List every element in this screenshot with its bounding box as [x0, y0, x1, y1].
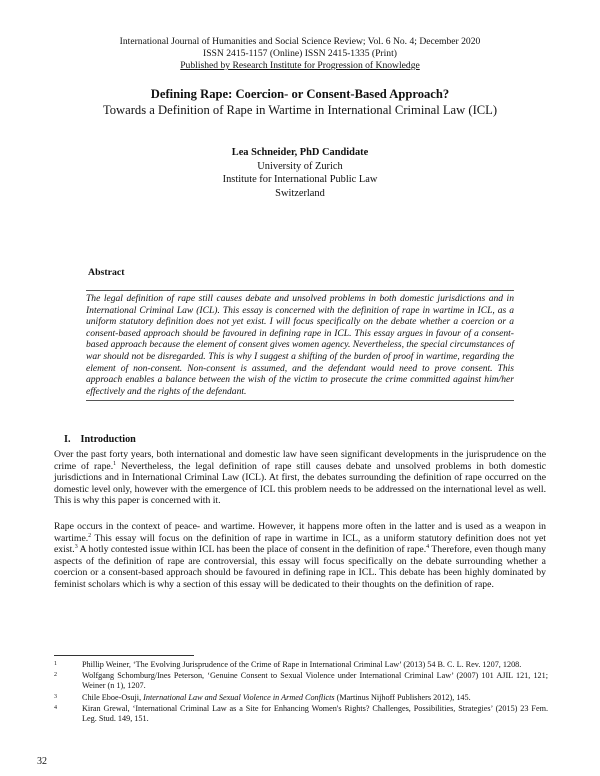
author-block — [0, 146, 600, 200]
section-title: Introduction — [80, 434, 136, 445]
footnote-text: Phillip Weiner, ‘The Evolving Jurisprudence of the Crime of Rape in International Criminal Law’ (2013) 54 B. C. L. Rev. 1207, 1208. — [82, 660, 522, 669]
journal-info: International Journal of Humanities and Social Science Review; Vol. 6 No. 4; December 2020 — [119, 36, 481, 47]
footnote-ref[interactable]: 3 — [74, 544, 78, 550]
publisher-link[interactable]: Published by Research Institute for Progression of Knowledge — [180, 60, 420, 71]
footnote-text: Chile Eboe-Osuji, International Law and Sexual Violence in Armed Conflicts (Martinus Nijhoff Publishers 2012), 145. — [82, 692, 471, 702]
section-heading — [54, 434, 136, 445]
footnote-mark: 2 — [54, 672, 57, 679]
footnote-text: Kiran Grewal, ‘International Criminal Law as a Site for Enhancing Women's Rights? Challenges, Possibilities, Strategies’ (2015) 23 Fem. Leg. Stud. 149, 151. — [82, 703, 548, 724]
author-country: Switzerland — [275, 187, 325, 199]
body-paragraph: Over the past forty years, both international and domestic law have seen significant developments in the jurisprudence on the crime of rape.$^1$ Nevertheless, the legal definition of rape still causes debate and unsolved problems in both domestic jurisdictions and in International Criminal Law (ICL). At first, the debates surrounding the definition of rape occurred on the domestic level only, however with the emergence of ICL this problem needs to be addressed on the international level as well. This is why this paper is concerned with it. — [54, 449, 547, 506]
paper-subtitle: Towards a Definition of Rape in Wartime in International Criminal Law (ICL) — [102, 103, 498, 117]
abstract-text: The legal definition of rape still causes debate and unsolved problems in both domestic jurisdictions and in International Criminal Law (ICL). This essay is concerned with the definition of rape in wartime in ICL, as a uniform statutory definition does not yet exist. I will focus specifically on the debate whether a coercion or a consent-based approach should be favoured in defining rape in ICL. This essay argues in favour of a consent-based approach because the element of consent gives women agency. Nevertheless, the special circumstances of war should not be disregarded. This is why I suggest a shifting of the burden of proof in wartime, regarding the element of non-consent. Non-consent is assumed, and the defendant would need to prove consent. This approach enables a balance between the wish of the victim to prosecute the crime committed against him/her effectively and the rights of the defendant. — [86, 293, 514, 397]
footnote-ref[interactable]: 2 — [88, 532, 92, 539]
footnote-ref[interactable]: 4 — [426, 544, 430, 550]
page-number: 32 — [37, 756, 47, 767]
abstract-heading: Abstract — [88, 267, 125, 278]
body-paragraph: Rape occurs in the context of peace- and wartime. However, it happens more often in the latter and is used as a weapon in wartime.$^2$ This essay will focus on the definition of rape in wartime in ICL, as a uniform statutory definition does not yet exist.$^3$ A hotly contested issue within ICL has been the place of consent in the definition of rape.$^4$ Therefore, even though many aspects of the definition of rape are controversial, this essay will focus specifically on the debate surrounding whether a coercion or a consent-based approach should be favoured in defining rape in ICL. This debate has been highly dominated by feminist scholars which is why a section of this essay will be dedicated to their thoughts on the definition of rape. — [54, 521, 546, 590]
footnote — [54, 693, 548, 703]
footnote-mark: 1 — [54, 661, 57, 667]
footnote — [54, 671, 548, 691]
footnote-ref[interactable]: 1 — [113, 460, 117, 467]
author-affiliation: University of Zurich — [257, 160, 343, 172]
footnote — [54, 660, 548, 670]
title-block — [0, 86, 600, 118]
section-number: I. — [64, 434, 71, 445]
footnote-mark: 4 — [54, 704, 57, 711]
journal-header — [0, 36, 600, 72]
paper-title: Defining Rape: Coercion- or Consent-Based Approach? — [150, 87, 450, 101]
author-institute: Institute for International Public Law — [222, 174, 378, 185]
author-name: Lea Schneider, PhD Candidate — [231, 147, 369, 158]
footnote-text: Wolfgang Schomburg/Ines Peterson, ‘Genuine Consent to Sexual Violence under International Criminal Law’ (2007) 101 AJIL 121, 121; Weiner (n 1), 1207. — [82, 671, 548, 691]
book-title: International Law and Sexual Violence in Armed Conflicts — [143, 692, 335, 702]
abstract-box — [86, 290, 514, 401]
footnotes — [54, 660, 548, 725]
footnote-mark: 3 — [54, 693, 57, 700]
issn-info: ISSN 2415-1157 (Online) ISSN 2415-1335 (Print) — [203, 48, 397, 59]
footnote — [54, 704, 548, 724]
footnote-divider — [54, 655, 194, 656]
